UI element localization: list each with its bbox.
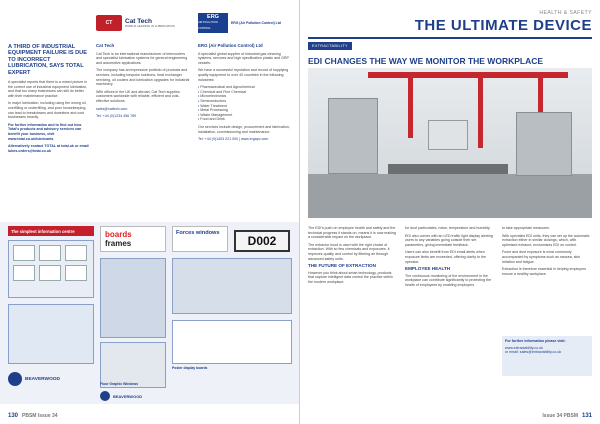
snap-frame-image — [172, 320, 292, 364]
extraction-unit — [516, 112, 572, 176]
intro-cta: For further information and to find out how Total's products and advisory services can benefit your business, visit www.total.co.uk/lubricants — [8, 122, 82, 141]
right-page — [300, 0, 600, 424]
company-tag: EXTRACTABILITY — [308, 42, 352, 50]
intro-paragraph: In major lubrication, including using the wrong oil, overfilling or underfilling, and poor housekeeping, can lead to breakdowns and downtime and cost businesses heavily. — [8, 101, 87, 120]
article-paragraph: to take appropriate measures. — [502, 226, 550, 230]
erg-article — [198, 44, 294, 145]
right-page-footer — [300, 408, 600, 424]
subheading: EMPLOYEE HEALTH — [405, 266, 451, 272]
erg-industry-list — [198, 85, 294, 122]
poster-board-image — [8, 240, 94, 298]
cat-tech-logo-text: Cat Tech WORLD LEADING IN LUBRICATION — [125, 17, 175, 28]
cat-tech-article — [96, 44, 191, 122]
beaverwood-mark-icon — [8, 372, 22, 386]
poster-sheet — [39, 265, 61, 281]
article-paragraph: With specialist EDI units, they can set up the automatic extraction either in similar closings, which, with optimised exhaust, economises EDI on control. — [502, 233, 590, 247]
beaverwood-mark-icon — [100, 391, 110, 401]
page-number: 131 — [581, 413, 592, 419]
further-info-box — [502, 336, 592, 376]
workshop-extraction-photo — [308, 68, 592, 218]
list-item: • Semiconductors — [198, 99, 294, 104]
info-heading: For further information please visit: — [505, 339, 566, 343]
list-item: • Microelectronics — [198, 94, 294, 99]
article-paragraph: The continuous monitoring of the environment in the workplace can contribute significantly to protecting the health of employees by enabling employers — [405, 273, 492, 287]
page-title: THE ULTIMATE DEVICE — [414, 17, 592, 34]
issue-label: PBSM Issue 34 — [22, 413, 58, 419]
list-item: • Chemical and Fine Chemical — [198, 90, 294, 95]
intro-contact: Alternatively contact TOTAL at total.uk or email lubes.orders@total.co.uk — [8, 144, 89, 153]
erg-badge-icon: ERG AIR POLLUTION CONTROL — [198, 13, 228, 33]
left-page-footer — [0, 408, 300, 424]
list-item: • Water Treatment — [198, 104, 294, 109]
article-paragraph: Users can also benefit from EDI email alerts when exposure limits are exceeded, offering clarity to the operator. — [405, 250, 487, 264]
issue-label: Issue 34 PBSM — [542, 413, 578, 419]
cat-tech-paragraph: Cat Tech is an international manufacturer of intercoolers and specialist lubrication systems for general engineering and automotive applications. — [96, 51, 188, 65]
article-column-2 — [405, 226, 495, 291]
erg-logo — [198, 8, 294, 38]
noticeboard-advert — [0, 222, 300, 404]
article-headline: EDI CHANGES THE WAY WE MONITOR THE WORKPLACE — [308, 56, 544, 66]
cat-tech-phone: Tel: +44 (0)1234 456 789 — [96, 114, 137, 119]
article-column-3 — [502, 226, 592, 279]
work-bench — [388, 164, 508, 174]
door-sign-image: D002 — [234, 230, 290, 252]
article-column-1 — [308, 226, 398, 288]
poster-sheet — [13, 245, 35, 261]
cat-tech-heading: Cat Tech — [96, 43, 115, 48]
display-board-image — [8, 304, 94, 364]
erg-paragraph: We have a successful reputation and record of supplying quality equipment to over 40 countries in the following industries: — [198, 68, 289, 82]
title-divider — [308, 37, 592, 39]
beaverwood-logo: BEAVERWOOD — [8, 370, 94, 388]
cat-tech-paragraph: With offices in the UK and abroad, Cat Tech supplies customers worldwide with reliable, efficient and cost-effective solutions. — [96, 89, 180, 103]
erg-paragraph: Our services include design, procurement and fabrication, installation, commissioning and maintenance. — [198, 124, 290, 134]
beaverwood-logo: BEAVERWOOD — [100, 390, 190, 402]
list-item: • Waste Management — [198, 113, 294, 118]
poster-sheet — [65, 245, 87, 261]
poster-sheet — [39, 245, 61, 261]
boards-frames-logo: boards frames — [100, 226, 166, 252]
forces-windows-logo: Forces windows — [172, 226, 228, 252]
cat-tech-email[interactable]: sales@cattech.com — [96, 106, 128, 111]
erg-contact[interactable]: Tel: +44 (0)1403 221 000 | www.ergapc.com — [198, 137, 269, 142]
extraction-arm — [478, 78, 483, 148]
section-label: HEALTH & SAFETY — [539, 10, 592, 16]
info-email-link[interactable]: or email: sales@extractability.co.uk — [505, 350, 562, 355]
poster-sheet — [13, 265, 35, 281]
monitor-panel — [428, 120, 468, 150]
info-website-link[interactable]: www.extractability.co.uk — [505, 345, 543, 350]
window-frame-image — [172, 258, 292, 314]
list-item: • Food and Drink — [198, 117, 294, 122]
cat-tech-logo — [96, 8, 186, 38]
cat-tech-badge-icon: CT — [96, 15, 122, 31]
article-paragraph: The extractor hood is used with the right choice of extraction. With so few chemicals and exposures, it improves quality and control by filtering air through advanced safety units. — [308, 242, 390, 261]
article-paragraph: EDI also comes with an LED traffic light display alerting users to any variables going outside their set parameters, giving immediate feedback. — [405, 233, 493, 247]
subheading: THE FUTURE OF EXTRACTION — [308, 263, 376, 269]
list-item: • Metal Processing — [198, 108, 294, 113]
cat-tech-paragraph: The company has an impressive portfolio of products and services, including bespoke solutions, heat exchanger servicing, oil coolers and lubrication upgrades for industrial machinery. — [96, 68, 190, 87]
article-paragraph: Fume and dust exposure is most commonly accompanied by symptoms such as nausea, skin irritation and fatigue. — [502, 250, 581, 264]
intro-article — [8, 44, 90, 156]
image-caption: Floor Graphic Windows — [100, 382, 139, 386]
article-paragraph: However you think about smart technology, products that capture intelligent data control the practice within the modern workplace. — [308, 270, 393, 284]
erg-logo-text: ERG (Air Pollution Control) Ltd — [231, 20, 281, 25]
article-paragraph: Extraction is therefore essential in helping employers ensure a healthy workplace. — [502, 267, 587, 276]
intro-heading: A THIRD OF INDUSTRIAL EQUIPMENT FAILURE IS DUE TO INCORRECT LUBRICATION, SAYS TOTAL EXPERT — [8, 44, 87, 76]
list-item: • Pharmaceutical and Agrochemical — [198, 85, 294, 90]
workshop-floor — [308, 174, 592, 218]
erg-paragraph: A specialist global supplier of industrial gas cleaning systems, services and high specification plastic and GRP vessels. — [198, 51, 289, 65]
extraction-arm — [408, 78, 413, 138]
poster-sheet — [65, 265, 87, 281]
page-number: 130 — [8, 413, 19, 419]
extraction-unit — [328, 98, 378, 174]
wall-board-image — [100, 258, 166, 338]
image-caption: Poster display boards — [172, 366, 208, 370]
article-paragraph: for dust particulates, noise, temperature and humidity. — [405, 226, 491, 230]
intro-paragraph: A specialist reports that there is a mixed picture in the correct use of industrial equipment lubrication, and that too many businesses can still do better with their maintenance practice. — [8, 80, 88, 98]
erg-heading: ERG (Air Pollution Control) Ltd — [198, 43, 263, 48]
advert-title: The simplest information centre — [8, 226, 94, 236]
article-paragraph: The EDI's push on employee health and safety and the technical progress it stands on, means it is now making a considerable impact on the workplace. — [308, 226, 396, 240]
